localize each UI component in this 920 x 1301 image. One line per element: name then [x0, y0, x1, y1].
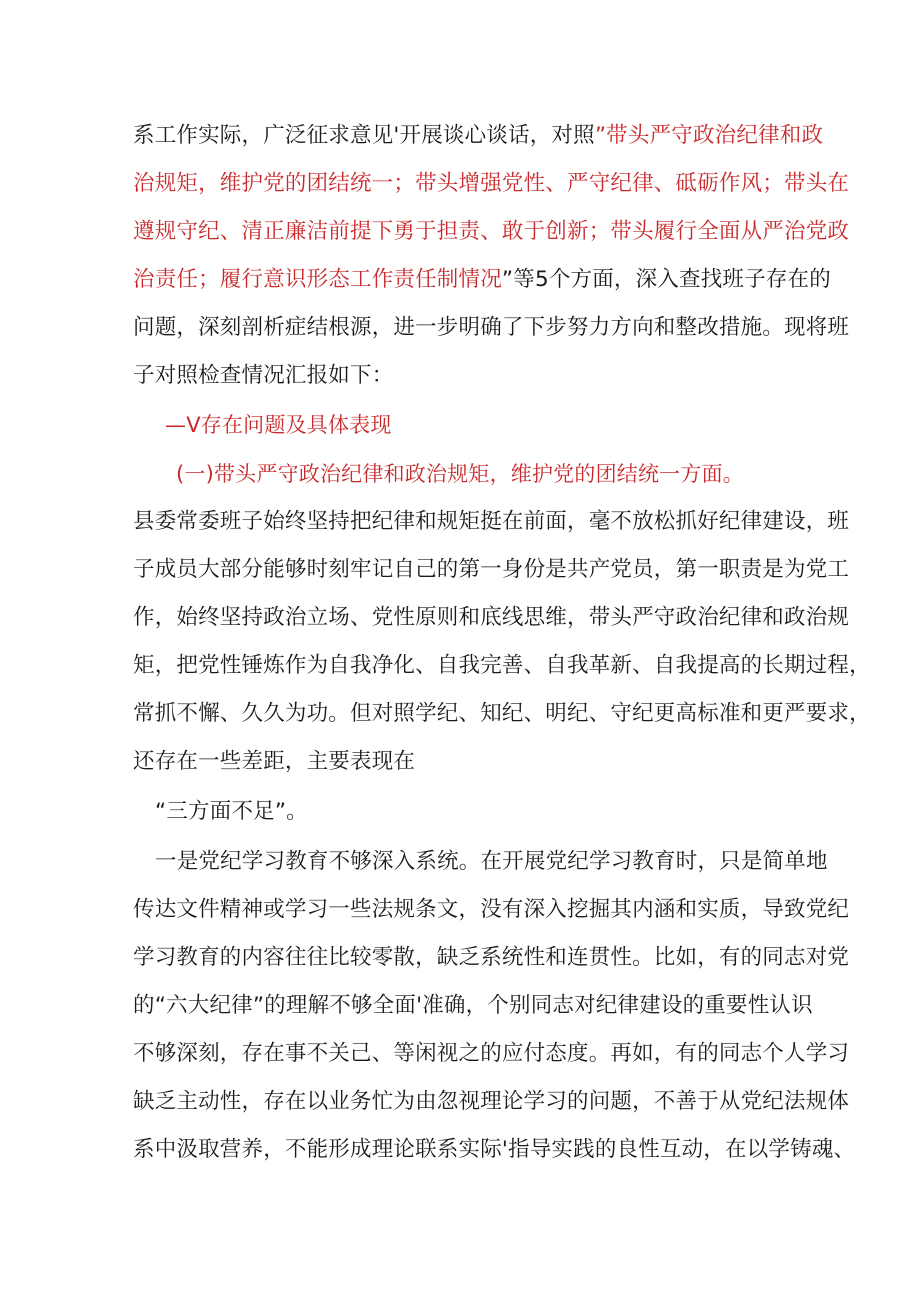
- subsection-heading: (一)带头严守政治纪律和政治规矩，维护党的团结统一方面。: [176, 462, 744, 486]
- para2-line-6: 缺乏主动性，存在以业务忙为由忽视理论学习的问题，不善于从党纪法规体: [133, 1089, 850, 1114]
- intro-line-6: 子对照检查情况汇报如下：: [133, 363, 394, 388]
- para1-line-3: 作，始终坚持政治立场、党性原则和底线思维，带头严守政治纪律和政治规: [133, 605, 850, 630]
- para1-line-4: 矩，把党性锤炼作为自我净化、自我完善、自我革新、自我提高的长期过程，: [133, 653, 871, 678]
- para2-line-7: 系中汲取营养，不能形成理论联系实际'指导实践的良性互动，在以学铸魂、: [133, 1137, 856, 1162]
- para1-line-6: 还存在一些差距，主要表现在: [133, 749, 416, 774]
- para2-line-5: 不够深刻，存在事不关己、等闲视之的应付态度。再如，有的同志个人学习: [133, 1041, 850, 1066]
- intro-line-3: 遵规守纪、清正廉洁前提下勇于担责、敢于创新；带头履行全面从严治党政: [133, 219, 850, 244]
- intro-line-5: 问题，深刻剖析症结根源，进一步明确了下步努力方向和整改措施。现将班: [133, 315, 850, 340]
- para1-line-1: 县委常委班子始终坚持把纪律和规矩挺在前面，毫不放松抓好纪律建设，班: [133, 509, 850, 534]
- intro-line-4-text: ”等5个方面，深入查找班子存在的: [501, 267, 831, 292]
- para1-line-2: 子成员大部分能够时刻牢记自己的第一身份是共产党员，第一职责是为党工: [133, 557, 850, 582]
- para2-line-2: 传达文件精神或学习一些法规条文，没有深入挖掘其内涵和实质，导致党纪: [133, 897, 850, 922]
- intro-line-4: [133, 264, 831, 296]
- section-heading: —V存在问题及具体表现: [165, 413, 392, 437]
- quote-line: “三方面不足”。: [155, 799, 308, 824]
- para1-line-5: 常抓不懈、久久为功。但对照学纪、知纪、明纪、守纪更高标准和更严要求，: [133, 701, 871, 726]
- intro-line-4-red: 治责任；履行意识形态工作责任制情况: [133, 267, 502, 292]
- intro-line-1-text: 系工作实际，广泛征求意见'开展谈心谈话，对照: [133, 123, 595, 148]
- para2-line-3: 学习教育的内容往往比较零散，缺乏系统性和连贯性。比如，有的同志对党: [133, 945, 850, 970]
- para2-line-4: 的“六大纪律”的理解不够全面'准确，个别同志对纪律建设的重要性认识: [133, 993, 813, 1018]
- intro-line-2: 治规矩，维护党的团结统一；带头增强党性、严守纪律、砥砺作风；带头在: [133, 171, 850, 196]
- para2-line-1: 一是党纪学习教育不够深入系统。在开展党纪学习教育时，只是简单地: [155, 849, 828, 874]
- intro-line-1: [133, 120, 823, 152]
- intro-line-1-red: ”带头严守政治纪律和政: [594, 123, 824, 148]
